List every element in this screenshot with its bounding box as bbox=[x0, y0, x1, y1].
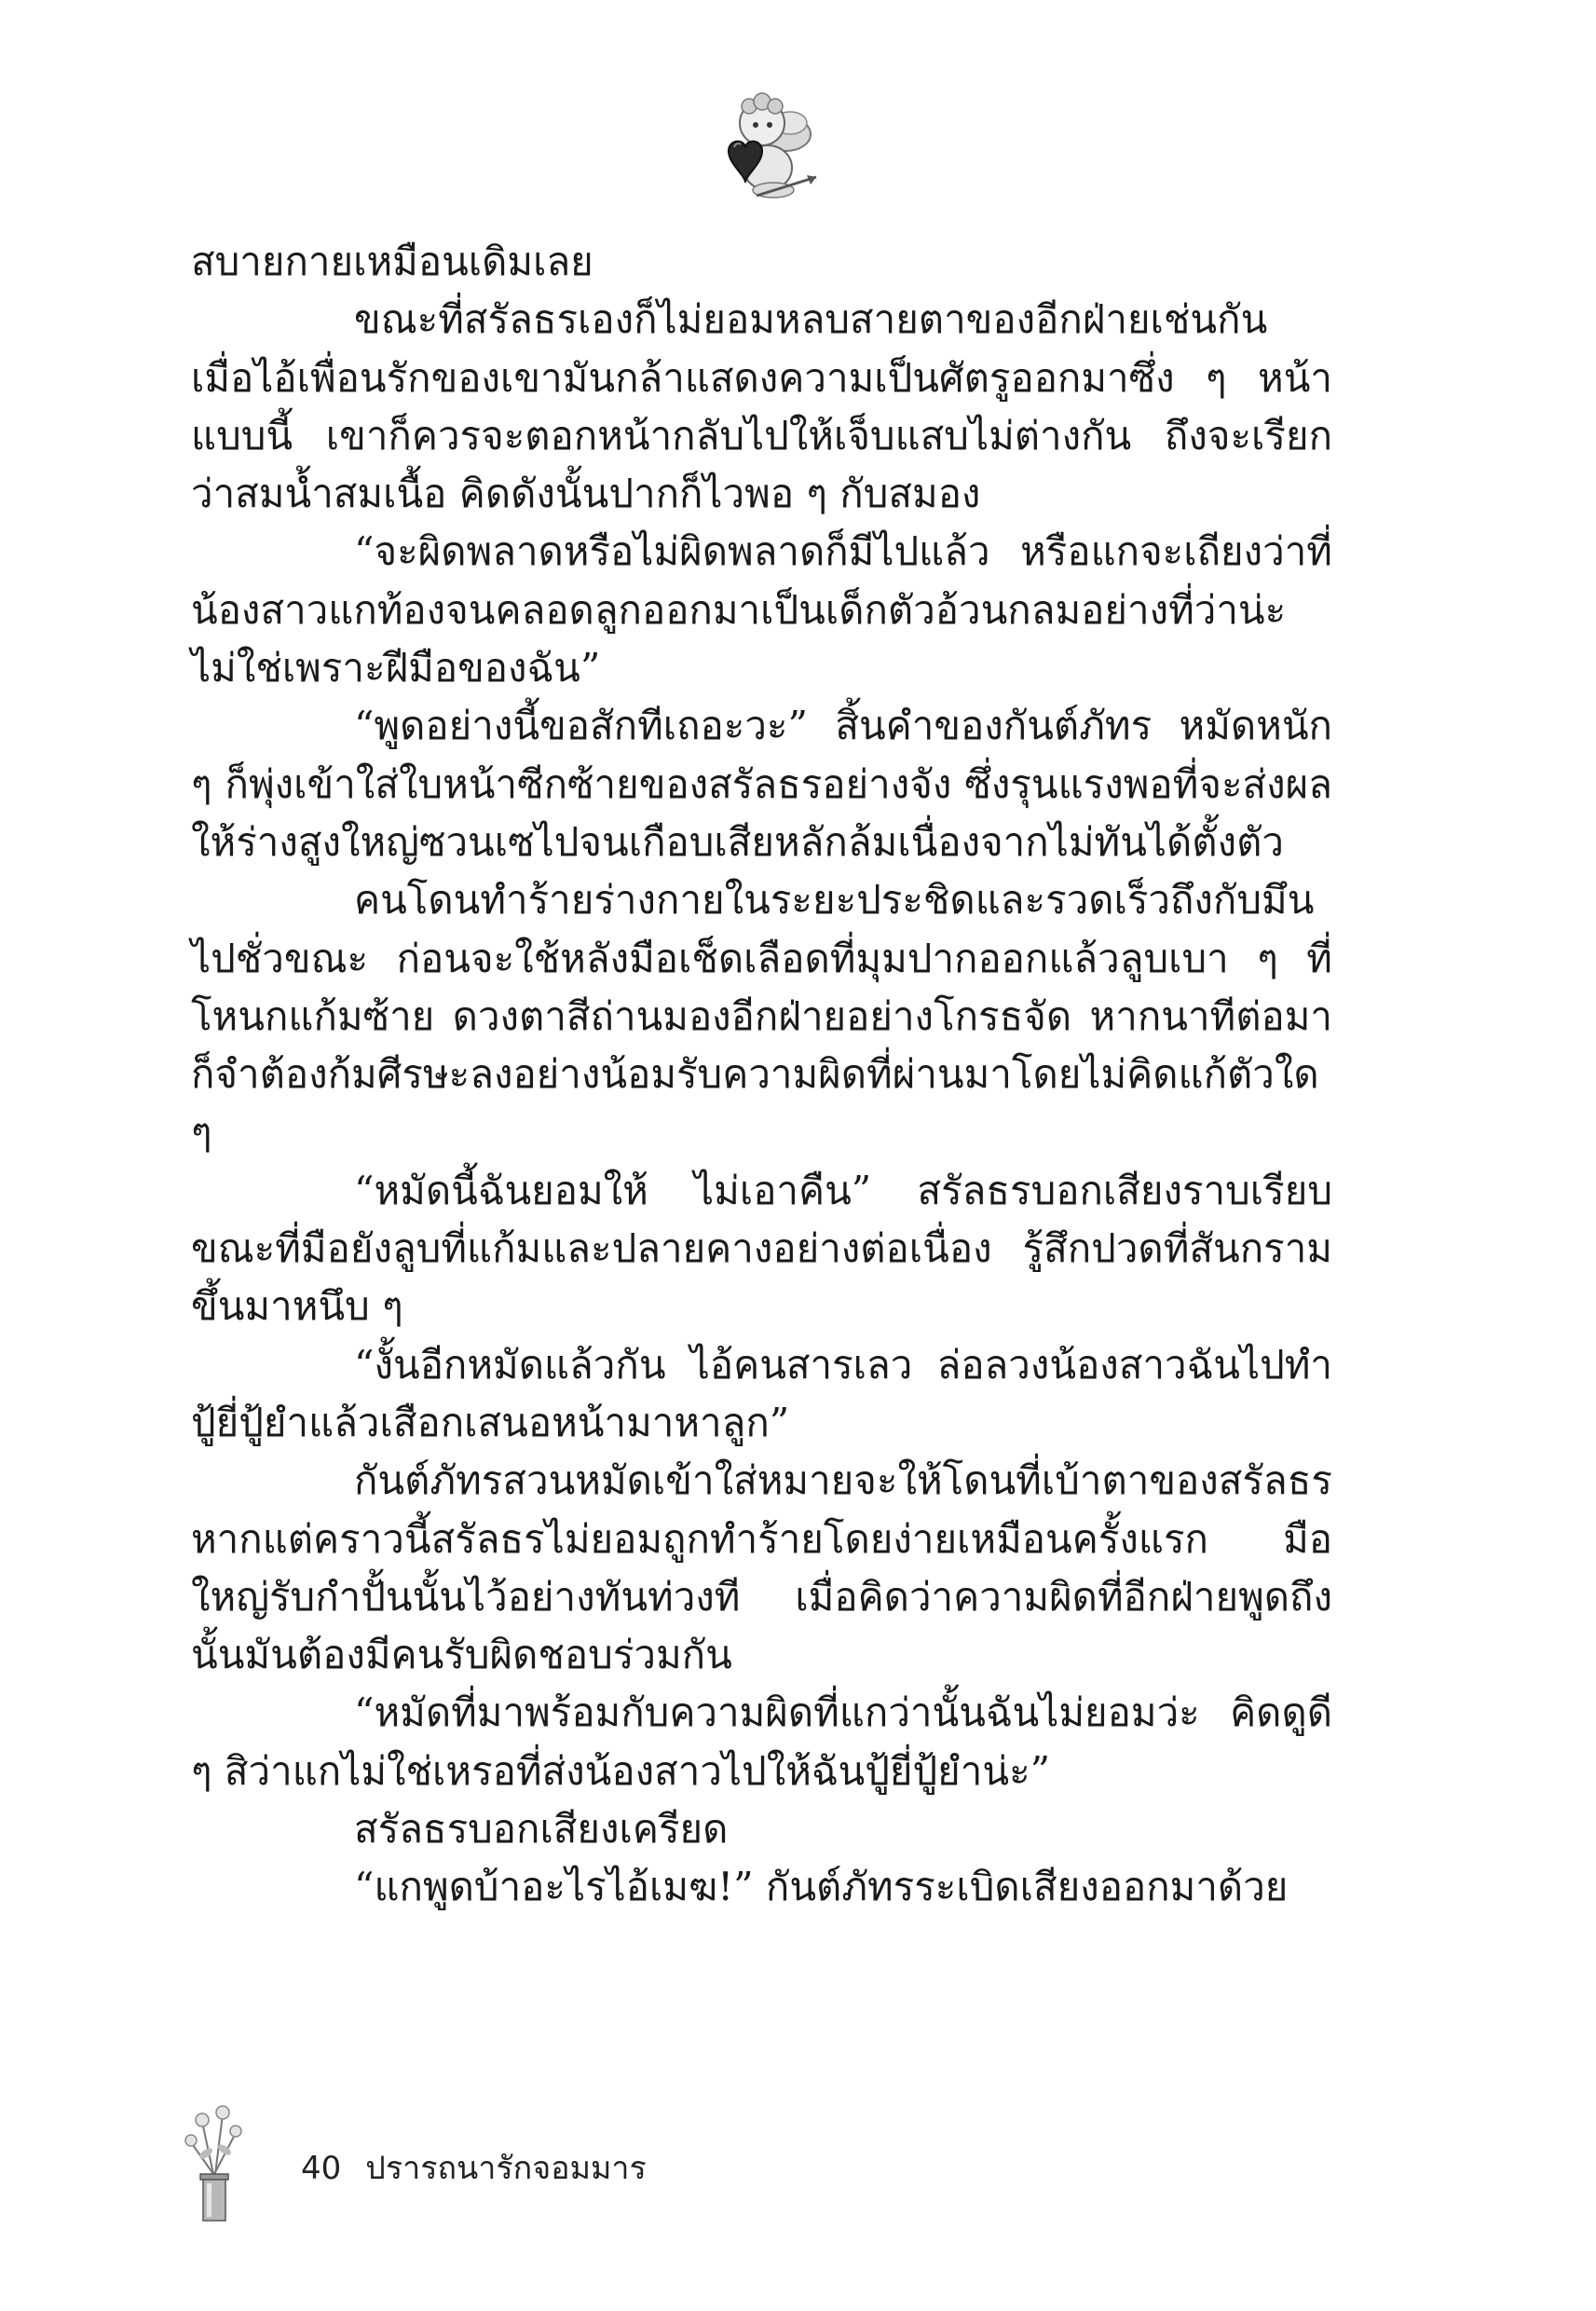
cupid-with-heart-icon bbox=[701, 86, 822, 207]
paragraph: คนโดนทำร้ายร่างกายในระยะประชิดและรวดเร็วถึงกับมึนไปชั่วขณะ ก่อนจะใช้หลังมือเช็ดเลือดที่มุมปากออกแล้วลูบเบา ๆ ที่โหนกแก้มซ้าย ดวงตาสีถ่านมองอีกฝ่ายอย่างโกรธจัด หากนาทีต่อมาก็จำต้องก้มศีรษะลงอย่างน้อมรับความผิดที่ผ่านมาโดยไม่คิดแก้ตัวใด ๆ bbox=[191, 877, 1332, 1156]
chapter-body bbox=[191, 233, 1332, 1917]
paragraph: “หมัดที่มาพร้อมกับความผิดที่แกว่านั้นฉันไม่ยอมว่ะ คิดดูดี ๆ สิว่าแกไม่ใช่เหรอที่ส่งน้องสาวไปให้ฉันปู้ยี่ปู้ยำน่ะ” bbox=[191, 1689, 1332, 1794]
book-title: ปรารถนารักจอมมาร bbox=[365, 2150, 647, 2187]
footer-caption bbox=[301, 2150, 647, 2187]
page-footer bbox=[182, 2101, 834, 2222]
paragraph: “งั้นอีกหมัดแล้วกัน ไอ้คนสารเลว ล่อลวงน้องสาวฉันไปทำปู้ยี่ปู้ยำแล้วเสือกเสนอหน้ามาหาลูก” bbox=[191, 1341, 1332, 1445]
paragraph: สรัลธรบอกเสียงเครียด bbox=[354, 1806, 729, 1853]
page-number: 40 bbox=[301, 2150, 342, 2187]
paragraph: ขณะที่สรัลธรเองก็ไม่ยอมหลบสายตาของอีกฝ่ายเช่นกัน เมื่อไอ้เพื่อนรักของเขามันกล้าแสดงความเป็นศัตรูออกมาซึ่ง ๆ หน้าแบบนี้ เขาก็ควรจะตอกหน้ากลับไปให้เจ็บแสบไม่ต่างกัน ถึงจะเรียกว่าสมน้ำสมเนื้อ คิดดังนั้นปากก็ไวพอ ๆ กับสมอง bbox=[191, 296, 1332, 517]
paragraph: กันต์ภัทรสวนหมัดเข้าใส่หมายจะให้โดนที่เบ้าตาของสรัลธร หากแต่คราวนี้สรัลธรไม่ยอมถูกทำร้ายโดยง่ายเหมือนครั้งแรก มือใหญ่รับกำปั้นนั้นไว้อย่างทันท่วงที เมื่อคิดว่าความผิดที่อีกฝ่ายพูดถึงนั้นมันต้องมีคนรับผิดชอบร่วมกัน bbox=[191, 1457, 1332, 1678]
paragraph: “จะผิดพลาดหรือไม่ผิดพลาดก็มีไปแล้ว หรือแกจะเถียงว่าที่น้องสาวแกท้องจนคลอดลูกออกมาเป็นเด็กตัวอ้วนกลมอย่างที่ว่าน่ะไม่ใช่เพราะฝีมือของฉัน” bbox=[191, 528, 1332, 691]
paragraph: “แกพูดบ้าอะไรไอ้เมฆ!” กันต์ภัทรระเบิดเสียงออกมาด้วย bbox=[354, 1864, 1289, 1910]
paragraph: “พูดอย่างนี้ขอสักทีเถอะวะ” สิ้นคำของกันต์ภัทร หมัดหนัก ๆ ก็พุ่งเข้าใส่ใบหน้าซีกซ้ายของสรัลธรอย่างจัง ซึ่งรุนแรงพอที่จะส่งผลให้ร่างสูงใหญ่ซวนเซไปจนเกือบเสียหลักล้มเนื่องจากไม่ทันได้ตั้งตัว bbox=[191, 703, 1332, 865]
flower-vase-icon bbox=[182, 2101, 247, 2222]
paragraph: สบายกายเหมือนเดิมเลย bbox=[191, 239, 593, 284]
paragraph: “หมัดนี้ฉันยอมให้ ไม่เอาคืน” สรัลธรบอกเสียงราบเรียบ ขณะที่มือยังลูบที่แก้มและปลายคางอย่างต่อเนื่อง รู้สึกปวดที่สันกรามขึ้นมาหนึบ ๆ bbox=[191, 1167, 1332, 1330]
